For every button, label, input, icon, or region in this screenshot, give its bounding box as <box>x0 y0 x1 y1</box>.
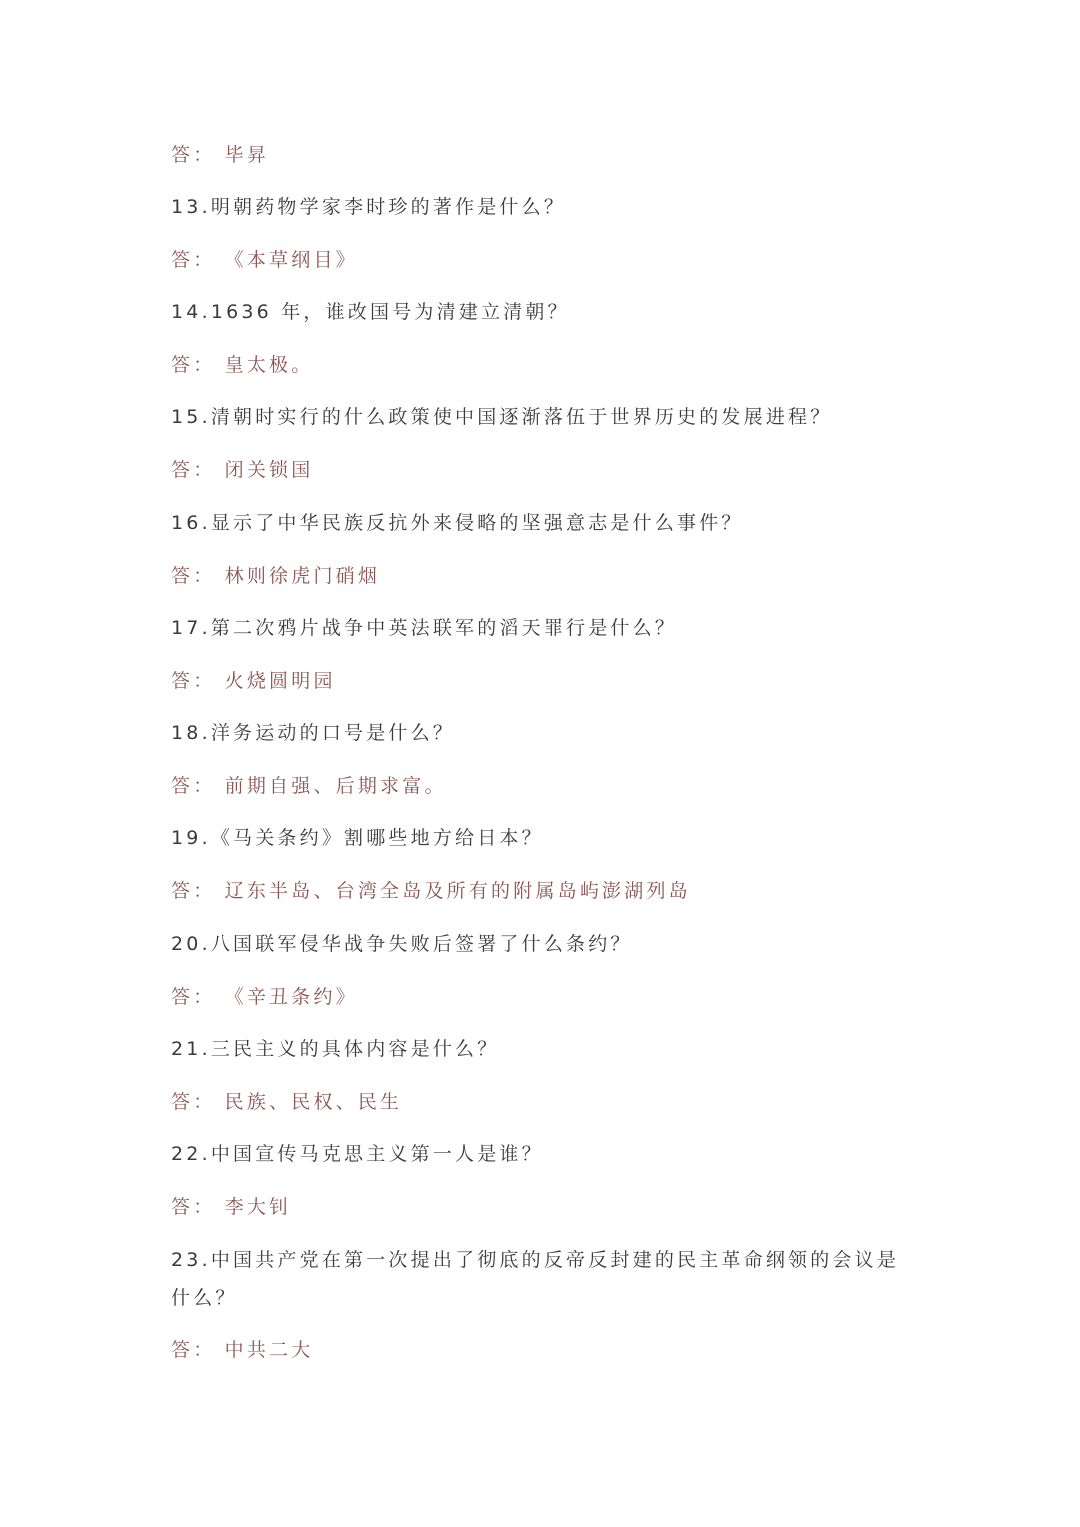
question-20: 20.八国联军侵华战争失败后签署了什么条约？ <box>171 933 633 955</box>
answer-19: 答： 辽东半岛、台湾全岛及所有的附属岛屿澎湖列岛 <box>171 880 691 902</box>
answer-18: 答： 前期自强、后期求富。 <box>171 775 447 797</box>
answer-21: 答： 民族、民权、民生 <box>171 1091 403 1113</box>
answer-23: 答： 中共二大 <box>171 1339 314 1361</box>
answer-17: 答： 火烧圆明园 <box>171 670 336 692</box>
answer-22: 答： 李大钊 <box>171 1196 292 1218</box>
question-18: 18.洋务运动的口号是什么？ <box>171 722 456 744</box>
question-17: 17.第二次鸦片战争中英法联军的滔天罪行是什么？ <box>171 617 678 639</box>
answer-16: 答： 林则徐虎门硝烟 <box>171 565 381 587</box>
answer-12: 答： 毕昇 <box>171 144 270 166</box>
question-23-line-2: 什么？ <box>171 1287 238 1309</box>
question-16: 16.显示了中华民族反抗外来侵略的坚强意志是什么事件？ <box>171 512 744 534</box>
question-13: 13.明朝药物学家李时珍的著作是什么？ <box>171 196 567 218</box>
question-23-line-1: 23.中国共产党在第一次提出了彻底的反帝反封建的民主革命纲领的会议是 <box>171 1249 900 1271</box>
answer-13: 答： 《本草纲目》 <box>171 249 358 271</box>
answer-14: 答： 皇太极。 <box>171 354 314 376</box>
answer-20: 答： 《辛丑条约》 <box>171 986 358 1008</box>
question-19: 19.《马关条约》割哪些地方给日本？ <box>171 827 544 849</box>
question-22: 22.中国宣传马克思主义第一人是谁？ <box>171 1143 544 1165</box>
question-14: 14.1636 年，谁改国号为清建立清朝？ <box>171 301 570 323</box>
answer-15: 答： 闭关锁国 <box>171 459 314 481</box>
question-15: 15.清朝时实行的什么政策使中国逐渐落伍于世界历史的发展进程？ <box>171 406 833 428</box>
question-21: 21.三民主义的具体内容是什么？ <box>171 1038 500 1060</box>
